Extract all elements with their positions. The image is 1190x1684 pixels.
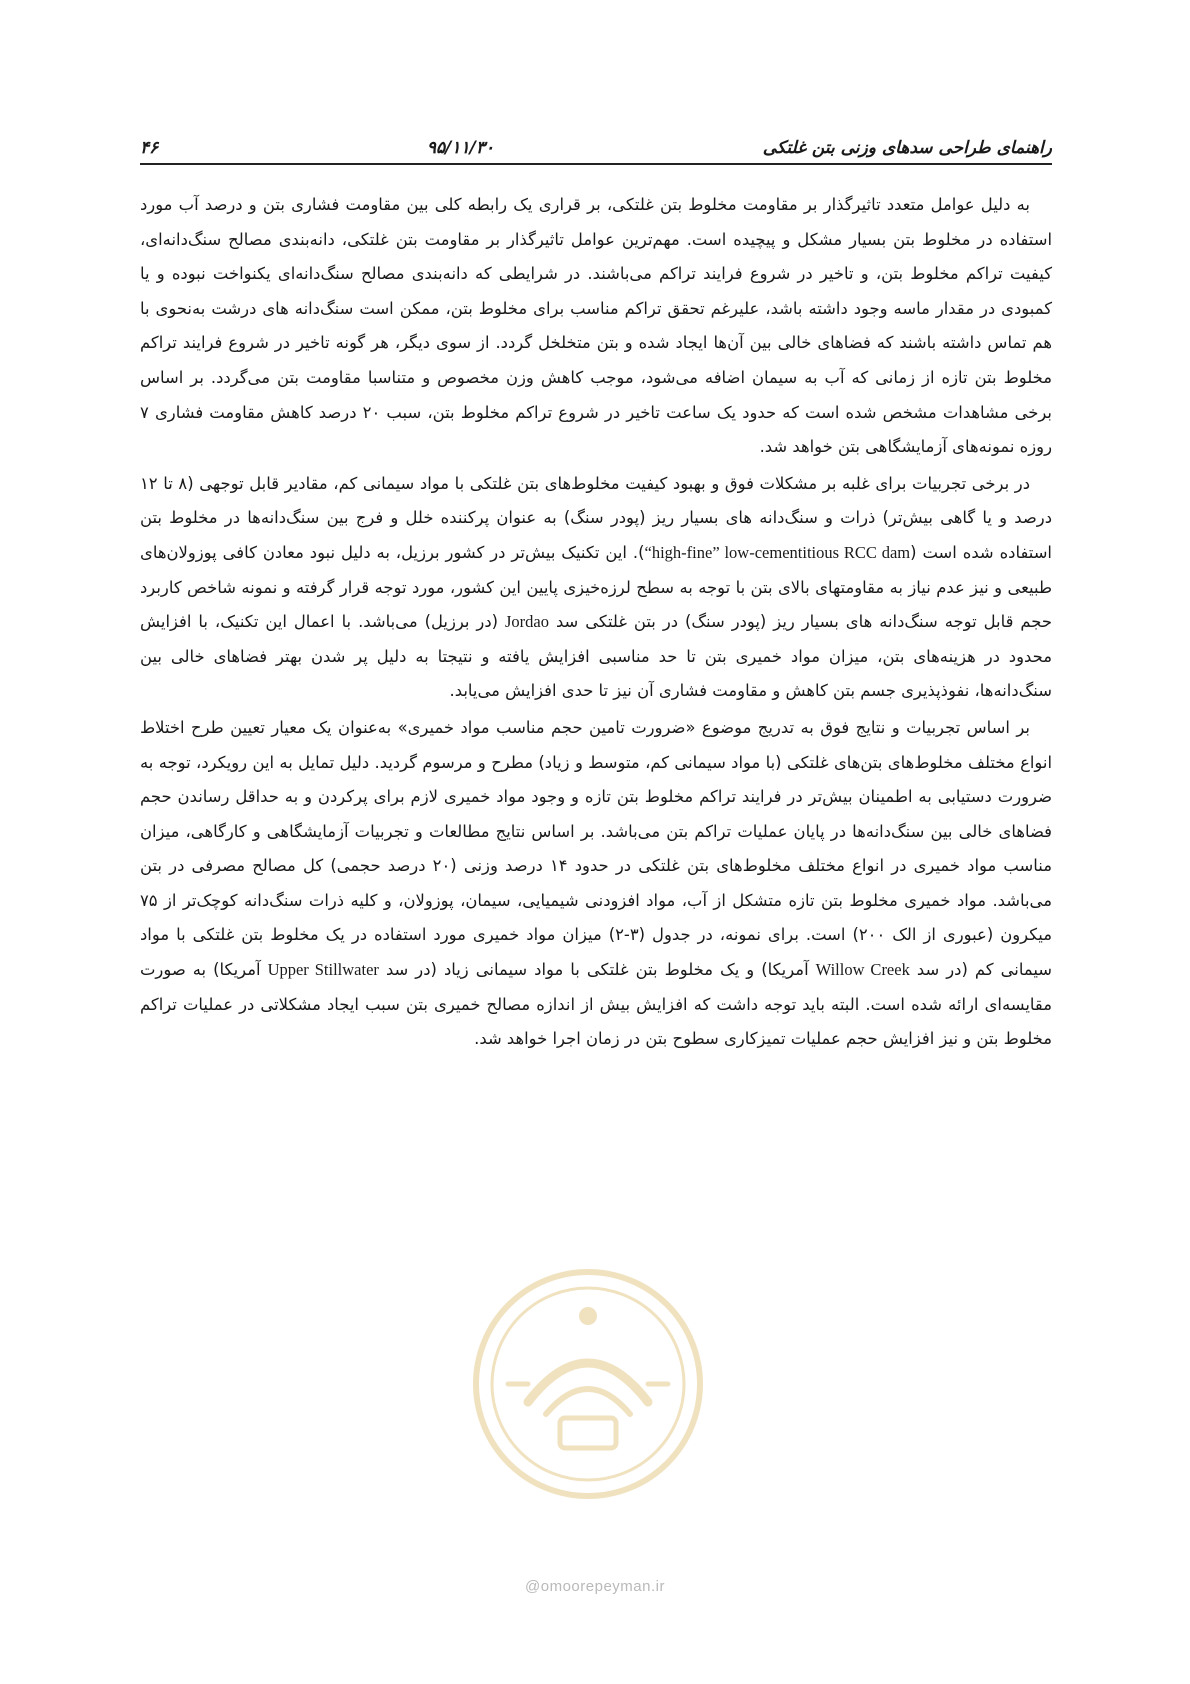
watermark-logo-icon	[468, 1264, 708, 1504]
body-text	[140, 188, 1052, 1059]
paragraph-2: در برخی تجربیات برای غلبه بر مشکلات فوق و بهبود کیفیت مخلوط‌های بتن غلتکی با مواد سیمانی کم، مقادیر قابل توجهی (۸ تا ۱۲ درصد و یا گاهی بیش‌تر) ذرات و سنگ‌دانه های بسیار ریز (پودر سنگ) به عنوان پرکننده خلل و فرج بین سنگ‌دانه‌ها در مخلوط بتن استفاده شده است (“high-fine” low-cementitious RCC dam). این تکنیک بیش‌تر در کشور برزیل، به دلیل نبود معادن کافی پوزولان‌های طبیعی و نیز عدم نیاز به مقاومتهای بالای بتن با توجه به سطح لرزه‌خیزی پایین این کشور، مورد توجه قرار گرفته و نمونه شاخص کاربرد حجم قابل توجه سنگ‌دانه های بسیار ریز (پودر سنگ) در بتن غلتکی سد Jordao (در برزیل) می‌باشد. با اعمال این تکنیک، با افزایش محدود در هزینه‌های بتن، میزان مواد خمیری بتن تا حد مناسبی افزایش یافته و نتیجتا به دلیل پر شدن بهتر فضاهای خالی بین سنگ‌دانه‌ها، نفوذپذیری جسم بتن کاهش و مقاومت فشاری آن نیز تا حدی افزایش می‌یابد.	[140, 473, 1052, 701]
latin-term-jordao: Jordao	[505, 612, 549, 632]
paragraph-3: بر اساس تجربیات و نتایج فوق به تدریج موضوع «ضرورت تامین حجم مناسب مواد خمیری» به‌عنوان یک معیار تعیین طرح اختلاط انواع مختلف مخلوط‌های بتن‌های غلتکی (با مواد سیمانی کم، متوسط و زیاد) مطرح و مرسوم گردید. دلیل تمایل به این رویکرد، توجه به ضرورت دستیابی به اطمینان بیش‌تر در فرایند تراکم مخلوط بتن تازه و وجود مواد خمیری لازم برای پرکردن و به حداقل رساندن حجم فضاهای خالی بین سنگ‌دانه‌ها در پایان عملیات تراکم بتن می‌باشد. بر اساس نتایج مطالعات و تجربیات آزمایشگاهی و کارگاهی، میزان مناسب مواد خمیری در انواع مختلف مخلوط‌های بتن غلتکی در حدود ۱۴ درصد وزنی (۲۰ درصد حجمی) کل مصالح مصرفی در بتن می‌باشد. مواد خمیری مخلوط بتن تازه متشکل از آب، مواد افزودنی شیمیایی، سیمان، پوزولان، و کلیه ذرات سنگ‌دانه کوچک‌تر از ۷۵ میکرون (عبوری از الک ۲۰۰) است. برای نمونه، در جدول (۳-۲) میزان مواد خمیری مورد استفاده در یک مخلوط بتن غلتکی با مواد سیمانی کم (در سد Willow Creek آمریکا) و یک مخلوط بتن غلتکی با مواد سیمانی زیاد (در سد Upper Stillwater آمریکا) به صورت مقایسه‌ای ارائه شده است. البته باید توجه داشت که افزایش بیش از اندازه مصالح خمیری بتن سبب ایجاد مشکلاتی در عملیات تراکم مخلوط بتن و نیز افزایش حجم عملیات تمیزکاری سطوح بتن در زمان اجرا خواهد شد.	[140, 717, 1053, 1049]
watermark-url: @omoorepeyman.ir	[525, 1578, 665, 1595]
header-date: ۹۵/۱۱/۳۰	[426, 138, 495, 158]
header-rule	[140, 163, 1052, 165]
document-title: راهنمای طراحی سدهای وزنی بتن غلتکی	[762, 138, 1052, 158]
latin-term-high-fine: “high-fine” low-cementitious RCC dam	[644, 542, 911, 562]
latin-term-willow-creek: Willow Creek	[815, 960, 910, 980]
latin-term-upper-stillwater: Upper Stillwater	[267, 960, 379, 980]
paragraph-1: به دلیل عوامل متعدد تاثیرگذار بر مقاومت مخلوط بتن غلتکی، بر قراری یک رابطه کلی بین مقاومت فشاری بتن و درصد آب مورد استفاده در مخلوط بتن بسیار مشکل و پیچیده است. مهم‌ترین عوامل تاثیرگذار بر مقاومت بتن غلتکی، دانه‌بندی مصالح سنگ‌دانه‌ای، کیفیت تراکم مخلوط بتن، و تاخیر در شروع فرایند تراکم می‌باشند. در شرایطی که دانه‌بندی مصالح سنگ‌دانه‌ای یکنواخت نبوده و یا کمبودی در مقدار ماسه وجود داشته باشد، علیرغم تحقق تراکم مناسب برای مخلوط بتن، ممکن است سنگ‌دانه های درشت به‌نحوی با هم تماس داشته باشند که فضاهای خالی بین آن‌ها ایجاد شده و بتن متخلخل گردد. از سوی دیگر، هر گونه تاخیر در شروع فرایند تراکم مخلوط بتن تازه از زمانی که آب به سیمان اضافه می‌شود، موجب کاهش وزن مخصوص و متناسبا مقاومت بتن می‌گردد. بر اساس برخی مشاهدات مشخص شده است که حدود یک ساعت تاخیر در شروع تراکم مخلوط بتن، سبب ۲۰ درصد کاهش مقاومت فشاری ۷ روزه نمونه‌های آزمایشگاهی بتن خواهد شد.	[140, 195, 1052, 457]
page-header	[140, 128, 1052, 158]
page-number: ۴۶	[140, 138, 159, 158]
